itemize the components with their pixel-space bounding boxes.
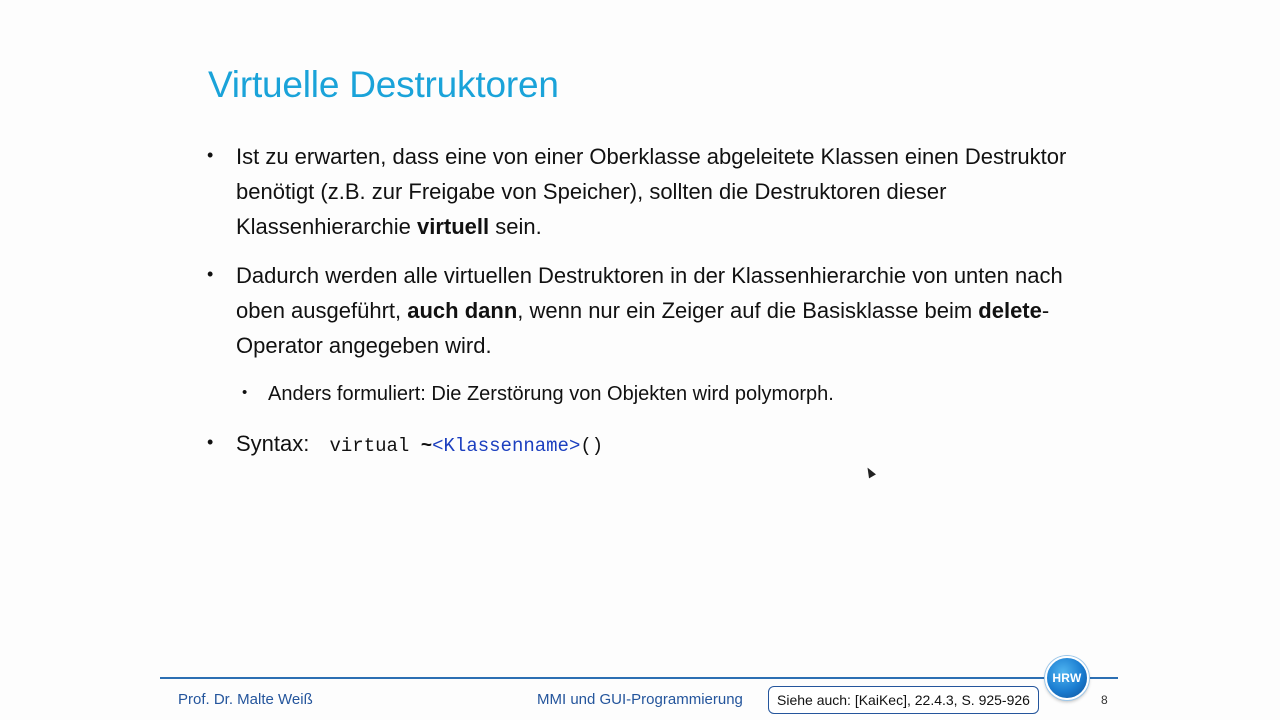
bullet-item-2: [236, 258, 1096, 363]
bullet-item-syntax: [236, 426, 1096, 464]
bullet-2-text-end: -Operator angegeben wird.: [236, 298, 1050, 358]
bullet-1-text: Ist zu erwarten, dass eine von einer Oberklasse abgeleitete Klassen einen Destruktor benötigt (z.B. zur Freigabe von Speicher), sollten die Destruktoren dieser Klassenhierarchie: [236, 144, 1067, 239]
code-keyword: virtual: [329, 435, 421, 457]
bullet-2-text: Dadurch werden alle virtuellen Destruktoren in der Klassenhierarchie von unten nach oben ausgeführt,: [236, 263, 1063, 323]
bullet-dot: •: [207, 145, 214, 165]
bullet-dot: •: [207, 432, 214, 452]
slide-title: Virtuelle Destruktoren: [208, 64, 559, 105]
footer-divider: [160, 677, 1118, 679]
bullet-1-bold: virtuell: [416, 214, 490, 239]
bullet-2-bold-2: delete: [978, 298, 1042, 323]
sub-bullet-item: Anders formuliert: Die Zerstörung von Objekten wird polymorph.: [268, 383, 834, 405]
footer-reference-box: Siehe auch: [KaiKec], 22.4.3, S. 925-926: [768, 686, 1039, 714]
bullet-item-1: [236, 139, 1096, 244]
footer-course: MMI und GUI-Programmierung: [537, 691, 743, 708]
syntax-label: Syntax:: [236, 431, 310, 456]
code-parens: (): [580, 435, 604, 457]
bullet-2-text-mid: , wenn nur ein Zeiger auf die Basisklasse beim: [517, 298, 979, 323]
page-number: 8: [1101, 693, 1108, 707]
syntax-code: [330, 435, 604, 457]
footer-author: Prof. Dr. Malte Weiß: [178, 691, 313, 708]
code-classname: <Klassenname>: [432, 435, 581, 457]
mouse-cursor-icon: [864, 466, 876, 479]
code-tilde: ~: [420, 435, 433, 457]
bullet-1-text-end: sein.: [489, 214, 542, 239]
bullet-dot: •: [207, 264, 214, 284]
bullet-2-bold-1: auch dann: [407, 298, 518, 323]
sub-bullet-dot: •: [242, 384, 248, 401]
hrw-logo-icon: HRW: [1045, 656, 1089, 700]
